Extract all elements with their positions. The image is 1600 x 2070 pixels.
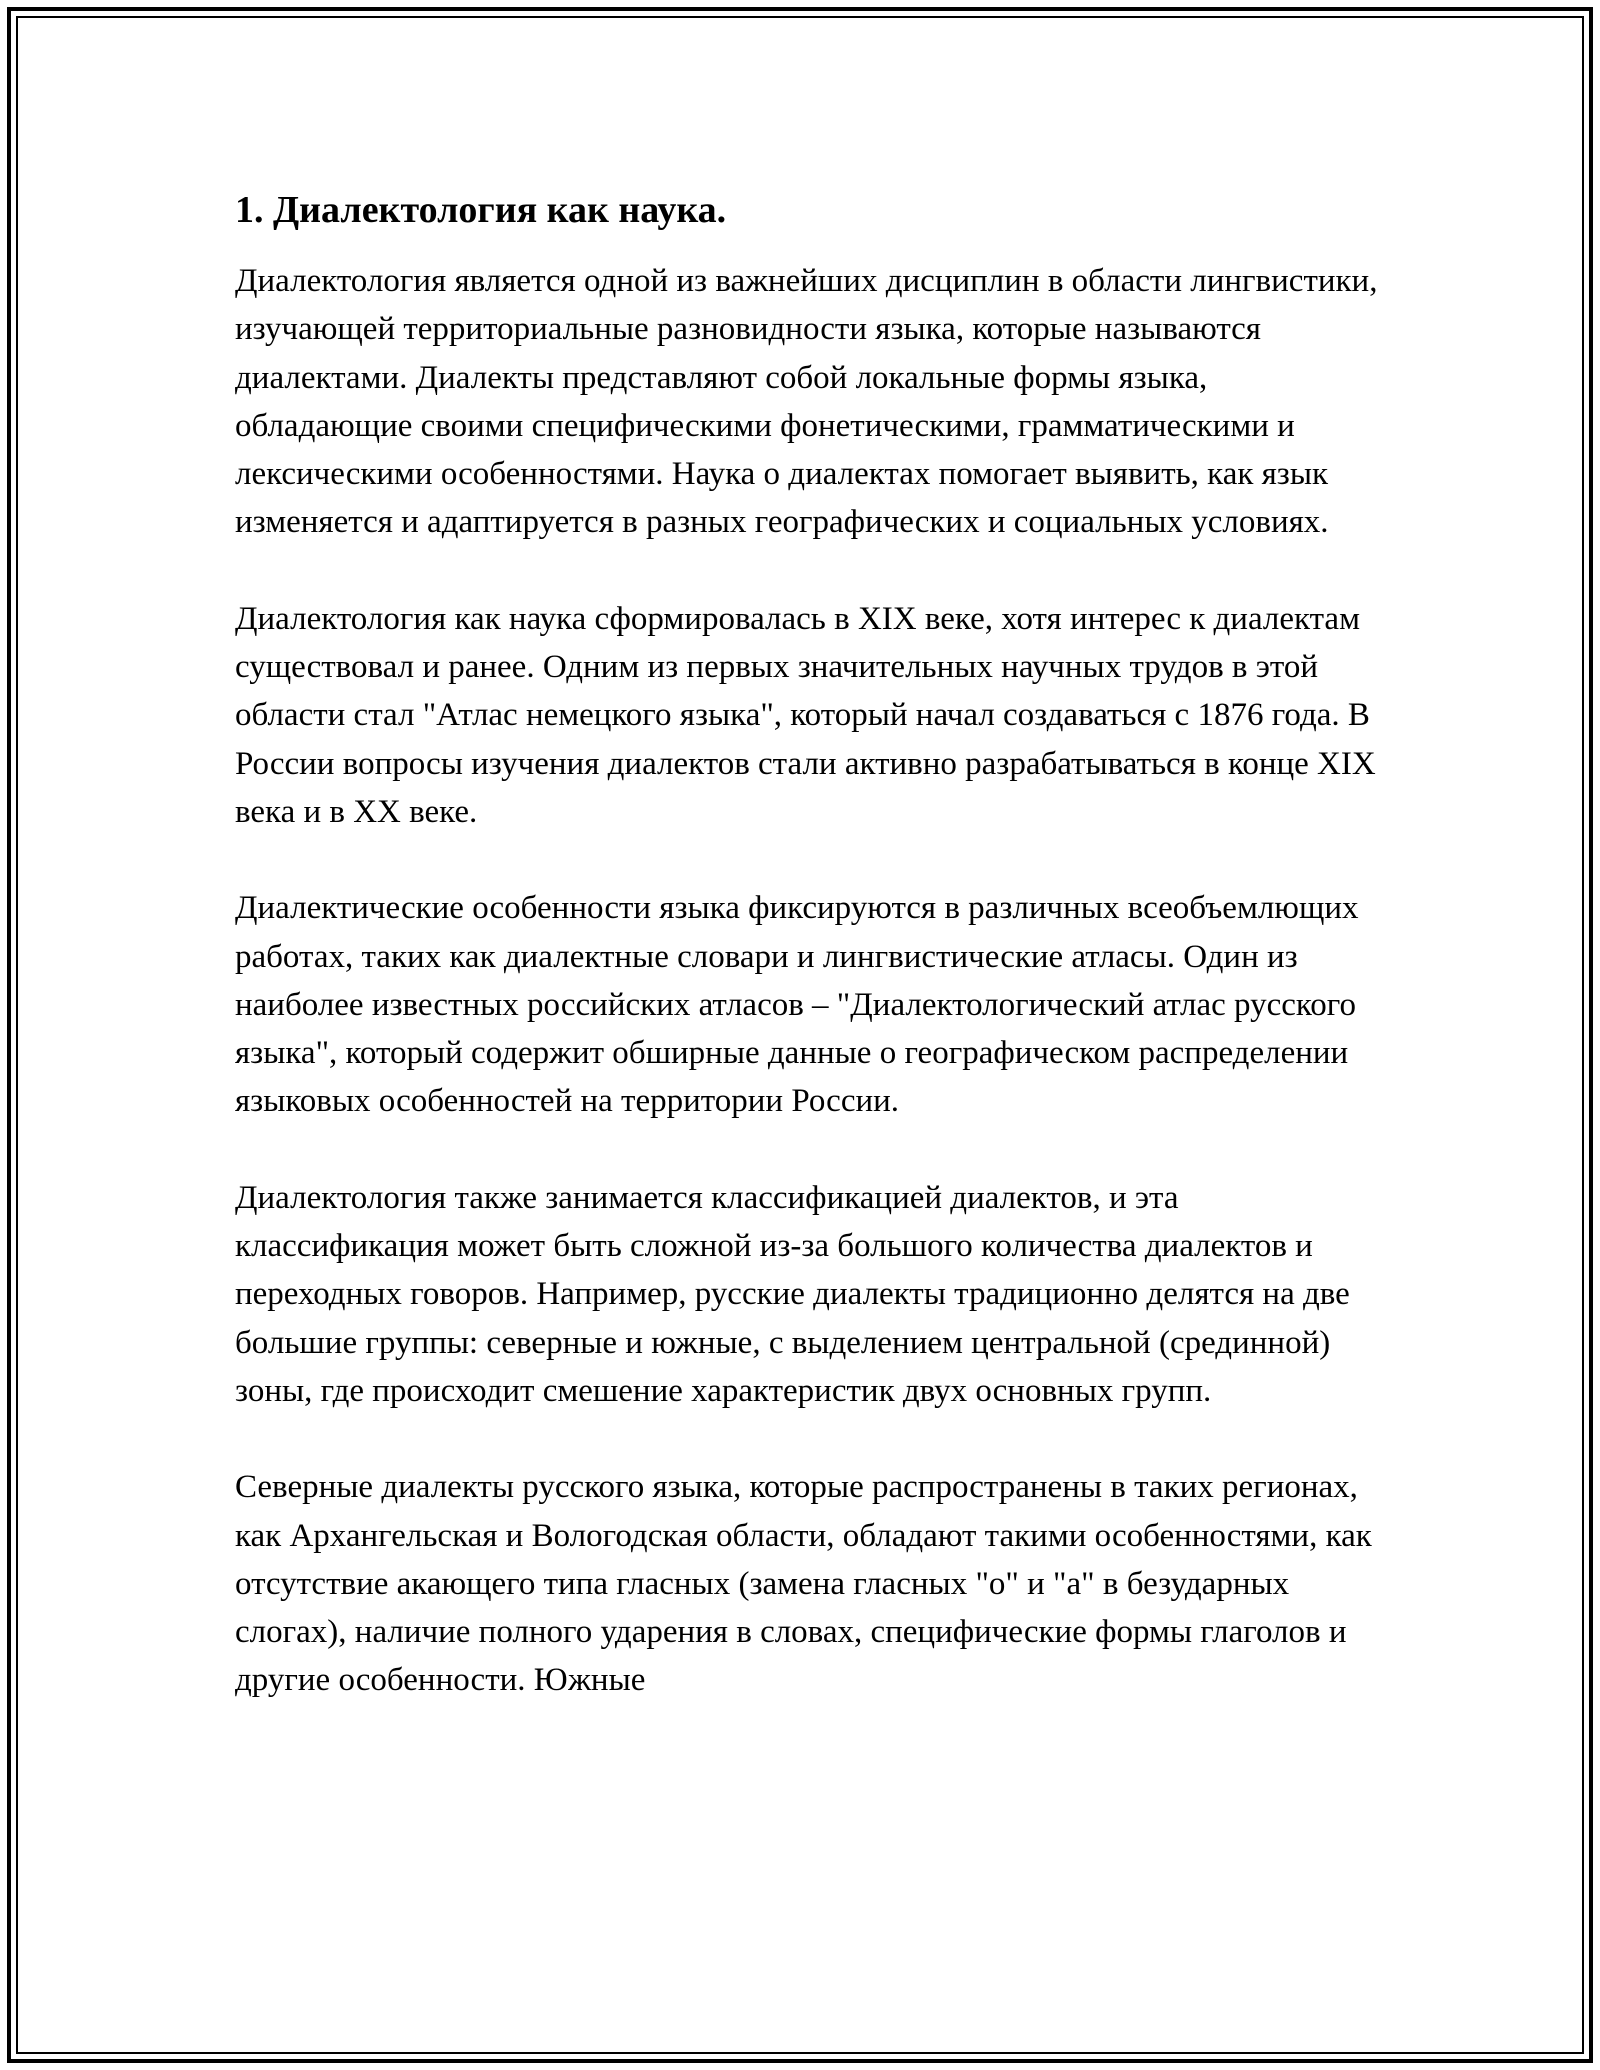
paragraph: Северные диалекты русского языка, которые распространены в таких регионах, как Архангельская и Вологодская области, обладают такими особенностями, как отсутствие акающего типа гласных (замена гласных "о" и "а" в безударных слогах), наличие полного ударения в словах, специфические формы глаголов и другие особенности. Южные: [235, 1469, 1372, 1699]
document-body: [235, 186, 1385, 1753]
paragraph: Диалектология как наука сформировалась в XIX веке, хотя интерес к диалектам существовал и ранее. Одним из первых значительных научных трудов в этой области стал "Атлас немецкого языка", который начал создаваться с 1876 года. В России вопросы изучения диалектов стали активно разрабатываться в конце XIX века и в XX веке.: [235, 600, 1376, 830]
section-heading: 1. Диалектология как наука.: [235, 189, 727, 231]
paragraph: Диалектология является одной из важнейших дисциплин в области лингвистики, изучающей территориальные разновидности языка, которые называются диалектами. Диалекты представляют собой локальные формы языка, обладающие своими специфическими фонетическими, грамматическими и лексическими особенностями. Наука о диалектах помогает выявить, как язык изменяется и адаптируется в разных географических и социальных условиях.: [235, 263, 1378, 541]
paragraph: Диалектология также занимается классификацией диалектов, и эта классификация может быть сложной из-за большого количества диалектов и переходных говоров. Например, русские диалекты традиционно делятся на две большие группы: северные и южные, с выделением центральной (срединной) зоны, где происходит смешение характеристик двух основных групп.: [235, 1179, 1350, 1409]
paragraph: Диалектические особенности языка фиксируются в различных всеобъемлющих работах, таких как диалектные словари и лингвистические атласы. Один из наиболее известных российских атласов – "Диалектологический атлас русского языка", который содержит обширные данные о географическом распределении языковых особенностей на территории России.: [235, 890, 1359, 1120]
